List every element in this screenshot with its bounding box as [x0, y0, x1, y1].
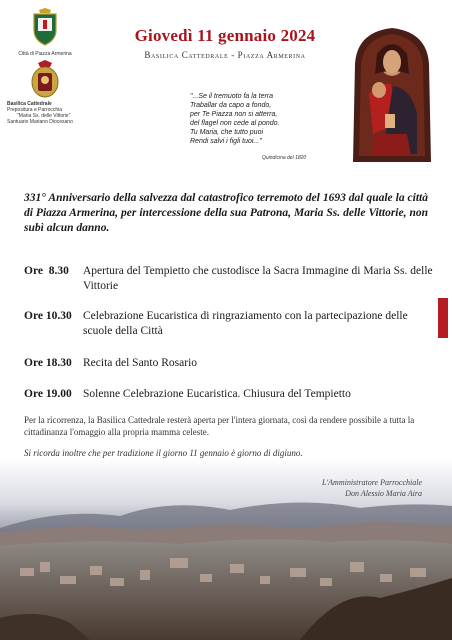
city-shield-icon	[30, 8, 60, 46]
parish-emblem-icon	[28, 60, 62, 100]
schedule-description: Solenne Celebrazione Eucaristica. Chiusura del Tempietto	[83, 388, 351, 400]
schedule-time: Ore 8.30	[24, 265, 69, 277]
parish-label-line: "Maria Ss. delle Vittorie"	[17, 113, 71, 119]
signature-role: L'Amministratore Parrocchiale	[322, 478, 422, 487]
anniversary-text: 331° Anniversario della salvezza dal catastrofico terremoto del 1693 dal quale la città di Piazza Armerina, per intercessione della sua Patrona, Maria Ss. delle Vittorie, non subì alcun danno.	[24, 192, 428, 234]
quote-line: del flagel non cede al pondo.	[190, 120, 280, 127]
schedule-time: Ore 18.30	[24, 357, 72, 369]
quote-line: "...Se il tremuoto fa la terra	[190, 93, 274, 100]
city-crest-label: Città di Piazza Armerina	[18, 51, 72, 57]
quote-line: Traballar da capo a fondo,	[190, 102, 272, 109]
signature-name: Don Alessio Maria Aira	[345, 489, 422, 498]
fasting-note: Si ricorda inoltre che per tradizione il giorno 11 gennaio è giorno di digiuno.	[24, 448, 303, 458]
schedule-description: Celebrazione Eucaristica di ringraziamento con la partecipazione delle scuole della Città	[83, 310, 408, 337]
madonna-icon-painting	[347, 24, 437, 164]
side-accent-mark	[438, 298, 448, 338]
schedule-time: Ore 10.30	[24, 310, 72, 322]
quote-block	[190, 92, 340, 146]
schedule-time: Ore 19.00	[24, 388, 72, 400]
quote-source: Quindicina del 1820	[262, 155, 307, 161]
schedule-description: Recita del Santo Rosario	[83, 357, 198, 369]
parish-label-line: Prepositura e Parrocchia	[7, 107, 63, 113]
schedule-description: Apertura del Tempietto che custodisce la Sacra Immagine di Maria Ss. delle Vittorie	[83, 265, 433, 292]
quote-line: per Te Piazza non si atterra,	[190, 111, 278, 118]
quote-line: Rendi salvi i figli tuoi..."	[190, 138, 262, 145]
city-crest	[0, 8, 90, 57]
page-title: Giovedì 11 gennaio 2024	[134, 26, 316, 45]
signature	[270, 477, 422, 499]
parish-crest	[0, 60, 90, 105]
page-subtitle: Basilica Cattedrale - Piazza Armerina	[144, 50, 306, 60]
parish-label-line: Santuario Mariano Diocesano	[7, 119, 73, 125]
parish-label	[7, 101, 97, 125]
opening-note: Per la ricorrenza, la Basilica Cattedrale resterà aperta per l'intera giornata, così da rendere possibile a tutta la cittadinanza l'omaggio alla propria mamma celeste.	[24, 415, 415, 437]
parish-label-line: Basilica Cattedrale	[7, 101, 52, 107]
quote-line: Tu Maria, che tutto puoi	[190, 129, 264, 136]
